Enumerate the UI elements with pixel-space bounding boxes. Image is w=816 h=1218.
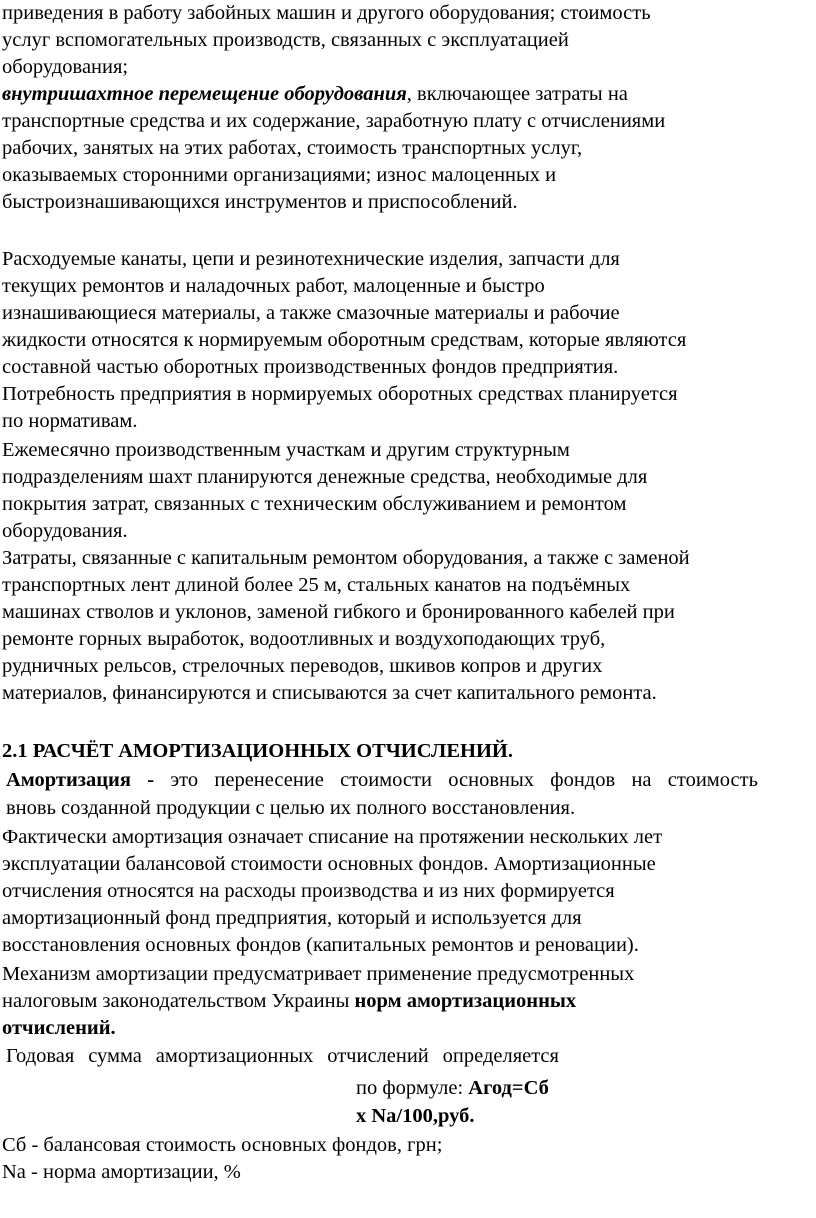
- definition-word: это: [170, 769, 199, 791]
- text-line: Расходуемые канаты, цепи и резинотехнические изделия, запчасти для: [2, 248, 620, 270]
- text-line: материалов, финансируются и списываются за счет капитального ремонта.: [2, 682, 657, 704]
- text-line: машинах стволов и уклонов, заменой гибкого и бронированного кабелей при: [2, 601, 675, 623]
- text-line: Затраты, связанные с капитальным ремонтом оборудования, а также с заменой: [2, 547, 690, 569]
- definition-word: перенесение: [214, 769, 324, 791]
- text-line: составной частью оборотных производственных фондов предприятия.: [2, 356, 619, 378]
- definition-term: Амортизация: [6, 769, 131, 791]
- legend-line: Nа - норма амортизации, %: [2, 1161, 241, 1183]
- text-line: оказываемых сторонними организациями; износ малоценных и: [2, 164, 557, 186]
- text-line: Механизм амортизации предусматривает применение предусмотренных: [2, 963, 635, 985]
- text-line: транспортных лент длиной более 25 м, стальных канатов на подъёмных: [2, 574, 631, 596]
- text-line: по нормативам.: [2, 410, 138, 432]
- text-line: отчисления относятся на расходы производства и из них формируется: [2, 880, 615, 902]
- definition-line: [6, 767, 758, 794]
- norms-line: [2, 988, 576, 1015]
- definition-word: фондов: [550, 769, 616, 791]
- text-line: транспортные средства и их содержание, заработную плату с отчислениями: [2, 110, 666, 132]
- text-line: приведения в работу забойных машин и другого оборудования; стоимость: [2, 2, 651, 24]
- legend-line: Сб - балансовая стоимость основных фондов, грн;: [2, 1134, 443, 1156]
- text-line: рудничных рельсов, стрелочных переводов, шкивов копров и других: [2, 655, 603, 677]
- internal-transport-line: [2, 81, 628, 108]
- annual-word: Годовая: [6, 1045, 75, 1067]
- definition-word: основных: [448, 769, 534, 791]
- text-line: быстроизнашивающихся инструментов и приспособлений.: [2, 191, 518, 213]
- norms-bold: норм амортизационных: [354, 990, 577, 1012]
- norms-bold-2: отчислений.: [2, 1017, 116, 1039]
- definition-line-2: вновь созданной продукции с целью их полного восстановления.: [6, 797, 576, 819]
- internal-transport-term: внутришахтное перемещение оборудования: [2, 83, 407, 105]
- norms-prefix: налоговым законодательством Украины: [2, 990, 355, 1012]
- formula-line-2: х Nа/100,руб.: [356, 1105, 475, 1127]
- text-line: рабочих, занятых на этих работах, стоимость транспортных услуг,: [2, 137, 583, 159]
- definition-word: стоимость: [667, 769, 758, 791]
- text-line: услуг вспомогательных производств, связанных с эксплуатацией: [2, 29, 569, 51]
- text-line: жидкости относятся к нормируемым оборотным средствам, которые являются: [2, 329, 687, 351]
- definition-word: на: [631, 769, 652, 791]
- text-line: амортизационный фонд предприятия, который и используется для: [2, 907, 582, 929]
- text-line: восстановления основных фондов (капитальных ремонтов и реновации).: [2, 934, 639, 956]
- annual-word: отчислений: [327, 1045, 429, 1067]
- definition-dash: -: [147, 769, 155, 791]
- text-line: покрытия затрат, связанных с техническим обслуживанием и ремонтом: [2, 493, 627, 515]
- text-line: оборудования.: [2, 520, 128, 542]
- annual-word: сумма: [88, 1045, 142, 1067]
- definition-word: стоимости: [340, 769, 432, 791]
- section-heading: 2.1 РАСЧЁТ АМОРТИЗАЦИОННЫХ ОТЧИСЛЕНИЙ.: [2, 740, 513, 762]
- annual-line: [6, 1043, 559, 1070]
- text-line: эксплуатации балансовой стоимости основных фондов. Амортизационные: [2, 853, 656, 875]
- formula-line: [356, 1075, 549, 1102]
- text-line: Фактически амортизация означает списание на протяжении нескольких лет: [2, 826, 663, 848]
- text-line: подразделениям шахт планируются денежные средства, необходимые для: [2, 466, 648, 488]
- formula-prefix: по формуле:: [356, 1077, 469, 1099]
- text-line: оборудования;: [2, 56, 129, 78]
- annual-word: определяется: [442, 1045, 559, 1067]
- text-line: изнашивающиеся материалы, а также смазочные материалы и рабочие: [2, 302, 620, 324]
- internal-transport-rest: , включающее затраты на: [406, 83, 628, 105]
- text-line: Потребность предприятия в нормируемых оборотных средствах планируется: [2, 383, 678, 405]
- text-line: текущих ремонтов и наладочных работ, малоценные и быстро: [2, 275, 545, 297]
- annual-word: амортизационных: [155, 1045, 314, 1067]
- text-line: Ежемесячно производственным участкам и другим структурным: [2, 439, 570, 461]
- text-line: ремонте горных выработок, водоотливных и воздухоподающих труб,: [2, 628, 606, 650]
- formula-bold: Агод=Сб: [468, 1077, 549, 1099]
